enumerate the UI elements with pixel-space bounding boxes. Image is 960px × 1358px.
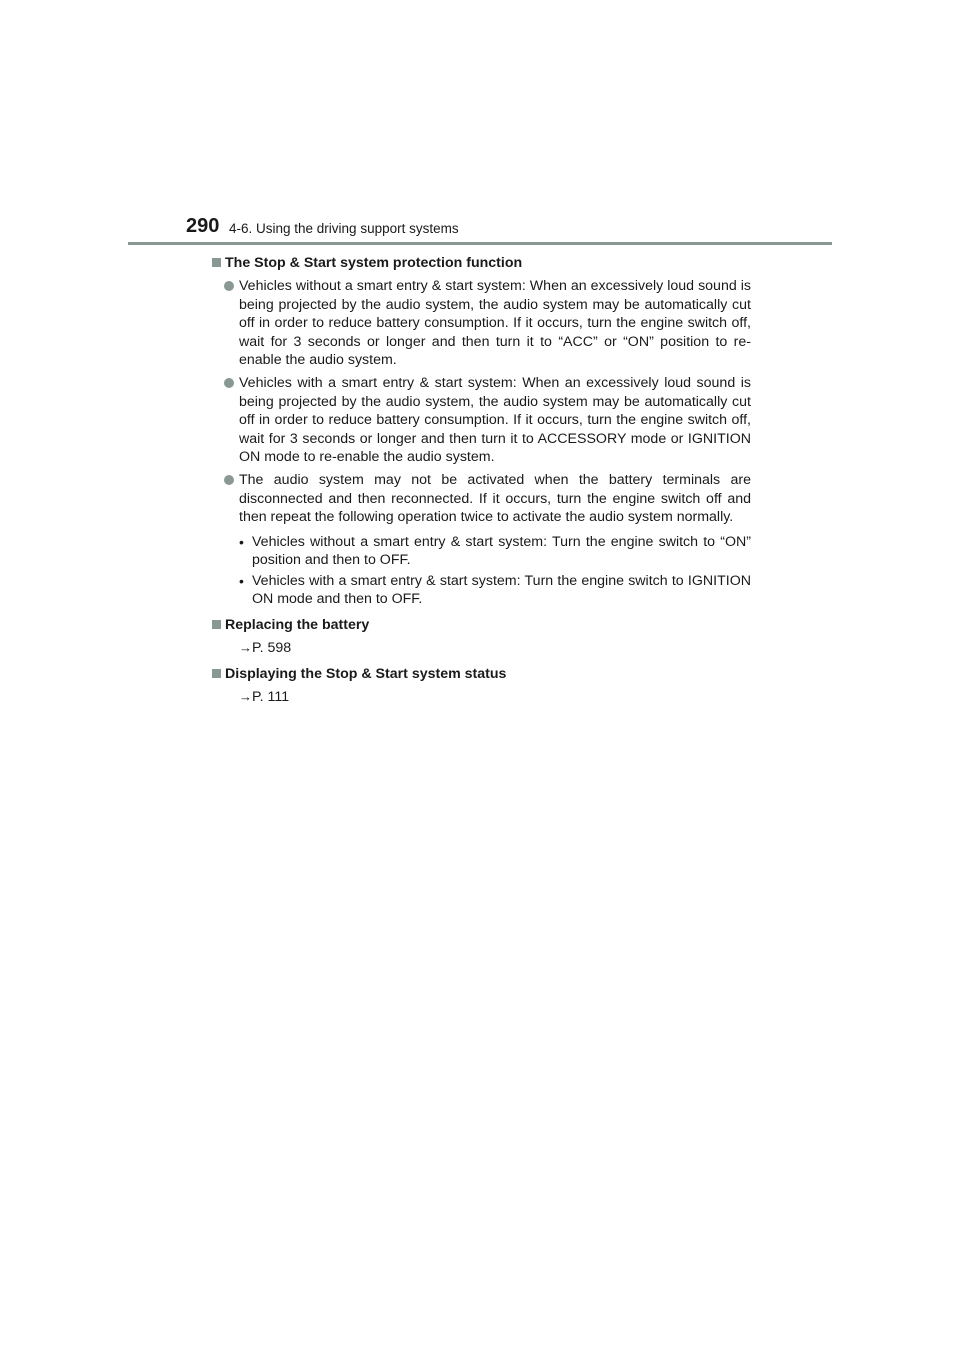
- sub-item: [212, 533, 751, 570]
- sub-item: [212, 572, 751, 609]
- sub-item-text: Vehicles with a smart entry & start system: Turn the engine switch to IGNITION ON mode and then to OFF.: [252, 572, 751, 607]
- reference-text: P. 111: [252, 688, 290, 705]
- square-icon: [212, 620, 221, 629]
- square-icon: [212, 669, 221, 678]
- bullet-item: [212, 277, 751, 369]
- page-content: [212, 254, 751, 706]
- page-reference-link[interactable]: [212, 639, 751, 657]
- reference-text: P. 598: [252, 639, 292, 656]
- bullet-item: [212, 471, 751, 526]
- dot-bullet-icon: •: [239, 572, 244, 589]
- arrow-right-icon: →: [239, 639, 252, 655]
- sub-list: [212, 533, 751, 609]
- sub-item-text: Vehicles without a smart entry & start system: Turn the engine switch to “ON” position and then to OFF.: [252, 533, 751, 569]
- arrow-right-icon: →: [239, 688, 252, 704]
- bullet-text: Vehicles with a smart entry & start system: When an excessively loud sound is being projected by the audio system, the audio system may be automatically cut off in order to reduce battery consumption. If it occurs, turn the engine switch off, wait for 3 seconds or longer and then turn it to ACCESSORY mode or IGNITION ON mode to re-enable the audio system.: [239, 375, 751, 466]
- heading-text: The Stop & Start system protection function: [225, 255, 523, 271]
- circle-bullet-icon: [224, 378, 234, 388]
- page-number: 290: [186, 215, 220, 237]
- heading-system-status: [212, 665, 751, 683]
- heading-text: Displaying the Stop & Start system status: [225, 666, 507, 683]
- page-reference-link[interactable]: [212, 688, 751, 706]
- section-title: 4-6. Using the driving support systems: [229, 221, 459, 236]
- header-divider: [128, 242, 832, 245]
- circle-bullet-icon: [224, 281, 234, 291]
- heading-protection-function: [212, 254, 751, 272]
- bullet-text: Vehicles without a smart entry & start system: When an excessively loud sound is being projected by the audio system, the audio system may be automatically cut off in order to reduce battery consumption. If it occurs, turn the engine switch off, wait for 3 seconds or longer and then turn it to “ACC” or “ON” position to re-enable the audio system.: [239, 278, 751, 369]
- page-header: [186, 214, 786, 238]
- heading-text: Replacing the battery: [225, 617, 370, 634]
- bullet-item: [212, 374, 751, 466]
- dot-bullet-icon: •: [239, 533, 244, 550]
- circle-bullet-icon: [224, 475, 234, 485]
- heading-replacing-battery: [212, 616, 751, 634]
- bullet-text: The audio system may not be activated when the battery terminals are disconnected and then reconnected. If it occurs, turn the engine switch off and then repeat the following operation twice to activate the audio system normally.: [239, 472, 751, 526]
- square-icon: [212, 258, 221, 267]
